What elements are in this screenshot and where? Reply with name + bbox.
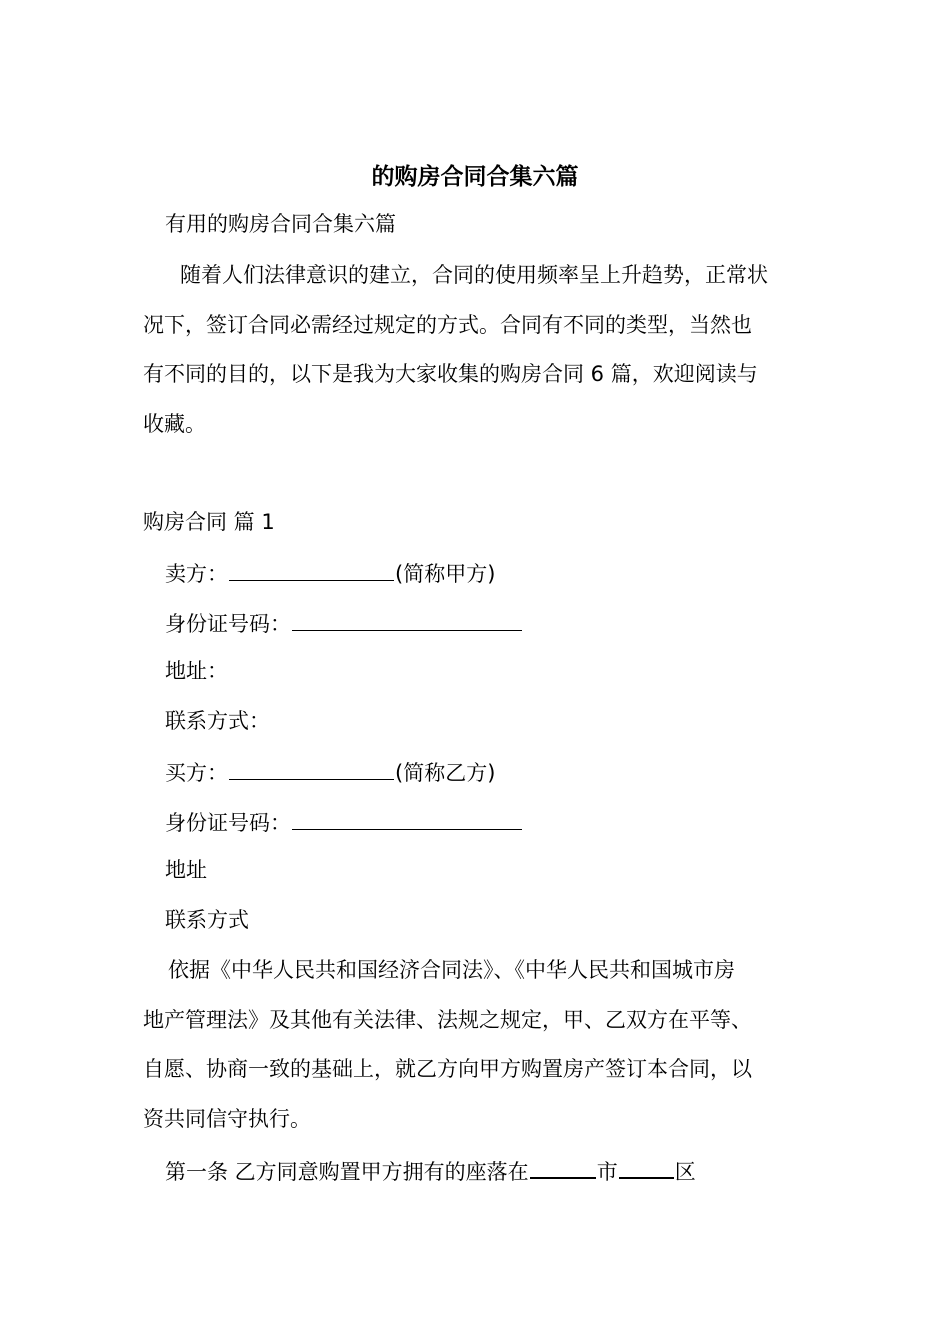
seller-id-label: 身份证号码： <box>165 612 291 636</box>
district-blank <box>619 1159 674 1179</box>
basis-line-1: 依据《中华人民共和国经济合同法》、《中华人民共和国城市房 <box>168 958 735 982</box>
seller-contact-label: 联系方式： <box>165 709 270 733</box>
seller-field <box>165 562 495 585</box>
basis-line-2: 地产管理法》及其他有关法律、法规之规定，甲、乙双方在平等、 <box>143 1008 752 1032</box>
intro-line-3: 有不同的目的，以下是我为大家收集的购房合同 6 篇，欢迎阅读与 <box>143 362 758 386</box>
buyer-field <box>165 761 495 784</box>
document-title: 的购房合同合集六篇 <box>371 164 579 190</box>
buyer-contact-label: 联系方式 <box>165 908 249 932</box>
seller-id-blank <box>292 612 522 631</box>
intro-line-4: 收藏。 <box>143 412 206 436</box>
seller-name-blank <box>229 562 394 581</box>
basis-line-4: 资共同信守执行。 <box>143 1107 311 1131</box>
buyer-address-label: 地址 <box>165 858 207 882</box>
seller-label: 卖方： <box>165 562 228 586</box>
buyer-label: 买方： <box>165 761 228 785</box>
buyer-id-label: 身份证号码： <box>165 811 291 835</box>
buyer-id-field <box>165 811 523 834</box>
article1-prefix: 第一条 乙方同意购置甲方拥有的座落在 <box>165 1160 529 1184</box>
section-heading: 购房合同 篇 1 <box>143 510 275 534</box>
intro-line-1: 随着人们法律意识的建立，合同的使用频率呈上升趋势，正常状 <box>180 263 768 287</box>
article1-district: 区 <box>674 1160 696 1184</box>
buyer-id-blank <box>292 811 522 830</box>
seller-suffix: (简称甲方) <box>395 562 496 586</box>
city-blank <box>530 1159 596 1179</box>
article-1 <box>165 1159 696 1183</box>
intro-line-2: 况下，签订合同必需经过规定的方式。合同有不同的类型，当然也 <box>143 313 752 337</box>
basis-line-3: 自愿、协商一致的基础上，就乙方向甲方购置房产签订本合同，以 <box>143 1057 752 1081</box>
seller-id-field <box>165 612 523 635</box>
buyer-suffix: (简称乙方) <box>395 761 496 785</box>
buyer-name-blank <box>229 761 394 780</box>
document-subtitle: 有用的购房合同合集六篇 <box>165 212 396 236</box>
article1-city: 市 <box>596 1160 618 1184</box>
seller-address-label: 地址： <box>165 659 228 683</box>
